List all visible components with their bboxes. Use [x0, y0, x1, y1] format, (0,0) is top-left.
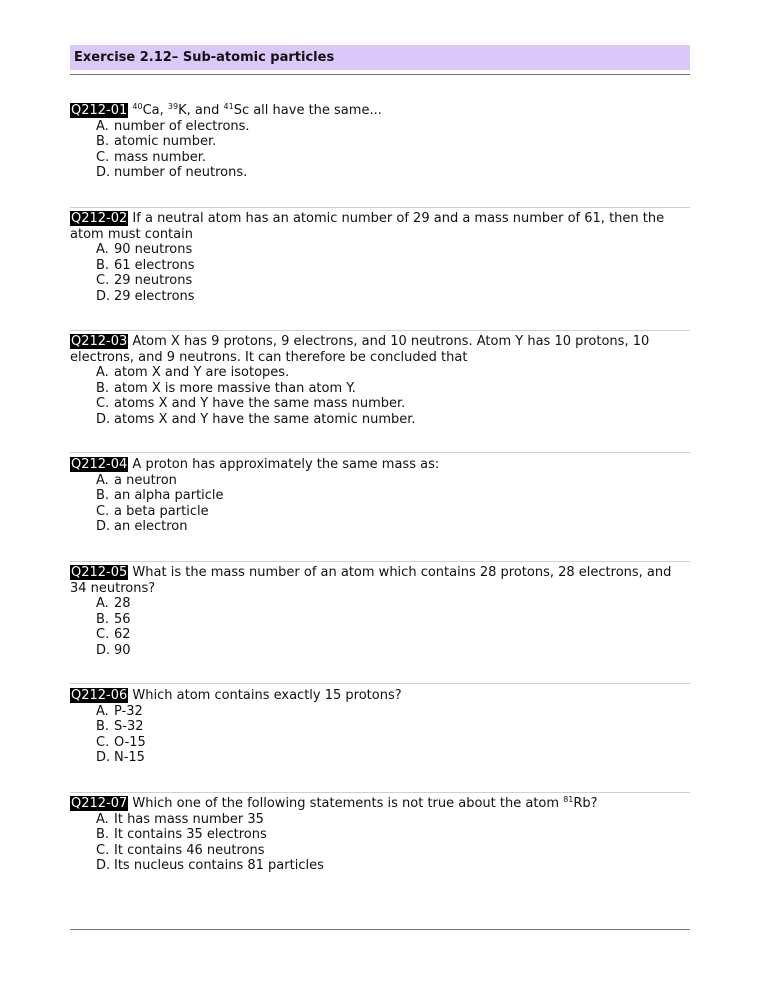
question-stem [70, 103, 690, 119]
answer-option [96, 273, 690, 289]
option-letter: D. [96, 411, 111, 427]
answer-option [96, 858, 690, 874]
option-letter: C. [96, 503, 110, 519]
answer-option [96, 643, 690, 659]
option-text: It contains 46 neutrons [114, 842, 265, 858]
question-id-label: Q212-07 [71, 796, 128, 811]
answer-option [96, 134, 690, 150]
question-divider [70, 683, 690, 684]
question-id-label: Q212-05 [71, 565, 128, 580]
option-text: It contains 35 electrons [114, 827, 267, 842]
answer-options [70, 473, 690, 535]
option-letter: D. [96, 165, 111, 180]
answer-option [96, 412, 690, 428]
option-letter: B. [96, 488, 110, 503]
question-block [70, 103, 690, 181]
option-text: S-32 [114, 719, 144, 734]
option-text: 29 neutrons [114, 273, 193, 288]
option-text: atom X and Y are isotopes. [114, 365, 290, 380]
option-letter: A. [96, 242, 109, 257]
question-text: A proton has approximately the same mass as: [132, 457, 440, 472]
option-letter: A. [96, 365, 109, 380]
answer-option [96, 365, 690, 381]
question-text: Which one of the following statements is not true about the atom [132, 796, 564, 811]
answer-option [96, 596, 690, 612]
answer-option [96, 119, 690, 135]
answer-option [96, 381, 690, 397]
option-text: It has mass number 35 [114, 811, 264, 827]
question-stem [70, 457, 690, 473]
question-text: Ca, [142, 103, 168, 118]
question-id-label: Q212-01 [71, 103, 128, 118]
option-letter: D. [96, 288, 111, 304]
answer-option [96, 827, 690, 843]
option-text: 56 [114, 611, 131, 627]
option-text: 61 electrons [114, 257, 195, 273]
answer-option [96, 150, 690, 166]
option-text: atomic number. [114, 134, 217, 149]
answer-option [96, 396, 690, 412]
answer-option [96, 258, 690, 274]
option-text: a neutron [114, 472, 177, 488]
option-letter: D. [96, 858, 111, 873]
question-block [70, 211, 690, 304]
answer-options [70, 365, 690, 427]
option-letter: D. [96, 642, 111, 658]
answer-option [96, 242, 690, 258]
answer-option [96, 704, 690, 720]
mass-number-superscript: 41 [223, 102, 234, 111]
option-letter: C. [96, 273, 110, 288]
question-block [70, 334, 690, 427]
question-block [70, 796, 690, 874]
option-letter: C. [96, 149, 110, 165]
option-text: 28 [114, 596, 131, 611]
option-text: atom X is more massive than atom Y. [114, 380, 356, 396]
answer-option [96, 843, 690, 859]
question-text: Which atom contains exactly 15 protons? [132, 688, 402, 703]
option-text: O-15 [114, 734, 146, 750]
answer-option [96, 488, 690, 504]
option-letter: C. [96, 396, 110, 411]
option-text: Its nucleus contains 81 particles [114, 858, 324, 873]
answer-option [96, 473, 690, 489]
answer-options [70, 242, 690, 304]
option-letter: A. [96, 472, 109, 488]
question-id-label: Q212-06 [71, 688, 128, 703]
question-divider [70, 452, 690, 453]
answer-option [96, 627, 690, 643]
question-id-label: Q212-03 [71, 334, 128, 349]
question-id-label: Q212-02 [71, 211, 128, 226]
question-block [70, 457, 690, 535]
question-divider [70, 207, 690, 208]
option-text: number of electrons. [114, 118, 250, 134]
option-letter: B. [96, 827, 110, 842]
option-letter: A. [96, 703, 109, 719]
option-letter: B. [96, 380, 110, 396]
question-text: Sc all have the same... [233, 103, 382, 118]
option-letter: B. [96, 257, 110, 273]
question-stem [70, 688, 690, 704]
option-letter: B. [96, 134, 110, 149]
question-block [70, 565, 690, 658]
option-text: atoms X and Y have the same atomic number. [114, 411, 416, 427]
answer-option [96, 735, 690, 751]
option-letter: D. [96, 519, 111, 534]
option-letter: C. [96, 734, 110, 750]
mass-number-superscript: 81 [563, 795, 574, 804]
option-text: 90 neutrons [114, 242, 193, 257]
option-text: N-15 [114, 750, 145, 765]
option-text: an electron [114, 519, 188, 534]
answer-options [70, 704, 690, 766]
option-letter: C. [96, 627, 110, 642]
question-text: K, and [178, 103, 224, 118]
question-text: Rb? [573, 796, 598, 811]
answer-option [96, 519, 690, 535]
question-text: Atom X has 9 protons, 9 electrons, and 10 neutrons. Atom Y has 10 protons, 10 electrons, and 9 neutrons. It can therefore be concluded that [70, 334, 650, 365]
answer-option [96, 719, 690, 735]
option-text: mass number. [114, 149, 206, 165]
question-stem [70, 796, 690, 812]
option-text: 29 electrons [114, 288, 195, 304]
question-divider [70, 561, 690, 562]
question-stem [70, 565, 690, 596]
option-letter: A. [96, 118, 109, 134]
answer-option [96, 504, 690, 520]
question-divider [70, 330, 690, 331]
question-text: What is the mass number of an atom which contains 28 protons, 28 electrons, and 34 neutrons? [70, 565, 672, 596]
option-text: 62 [114, 627, 131, 642]
option-letter: A. [96, 811, 109, 827]
question-stem [70, 211, 690, 242]
header-divider [70, 74, 690, 75]
option-letter: A. [96, 596, 109, 611]
question-divider [70, 792, 690, 793]
footer-divider [70, 929, 690, 930]
option-text: atoms X and Y have the same mass number. [114, 396, 406, 411]
option-text: a beta particle [114, 503, 209, 519]
option-letter: C. [96, 842, 110, 858]
answer-option [96, 750, 690, 766]
question-block [70, 688, 690, 766]
option-text: P-32 [114, 703, 143, 719]
option-text: an alpha particle [114, 488, 224, 503]
answer-option [96, 812, 690, 828]
exercise-header [70, 45, 690, 70]
option-text: number of neutrons. [114, 165, 248, 180]
option-letter: B. [96, 719, 110, 734]
answer-option [96, 612, 690, 628]
answer-option [96, 289, 690, 305]
answer-options [70, 812, 690, 874]
exercise-title: Exercise 2.12– Sub-atomic particles [74, 50, 335, 65]
question-id-label: Q212-04 [71, 457, 128, 472]
mass-number-superscript: 39 [167, 102, 179, 111]
answer-option [96, 165, 690, 181]
question-text: If a neutral atom has an atomic number of 29 and a mass number of 61, then the atom must contain [70, 211, 665, 242]
answer-options [70, 119, 690, 181]
option-text: 90 [114, 642, 131, 658]
answer-options [70, 596, 690, 658]
mass-number-superscript: 40 [132, 102, 143, 111]
option-letter: B. [96, 611, 110, 627]
option-letter: D. [96, 750, 111, 765]
question-stem [70, 334, 690, 365]
